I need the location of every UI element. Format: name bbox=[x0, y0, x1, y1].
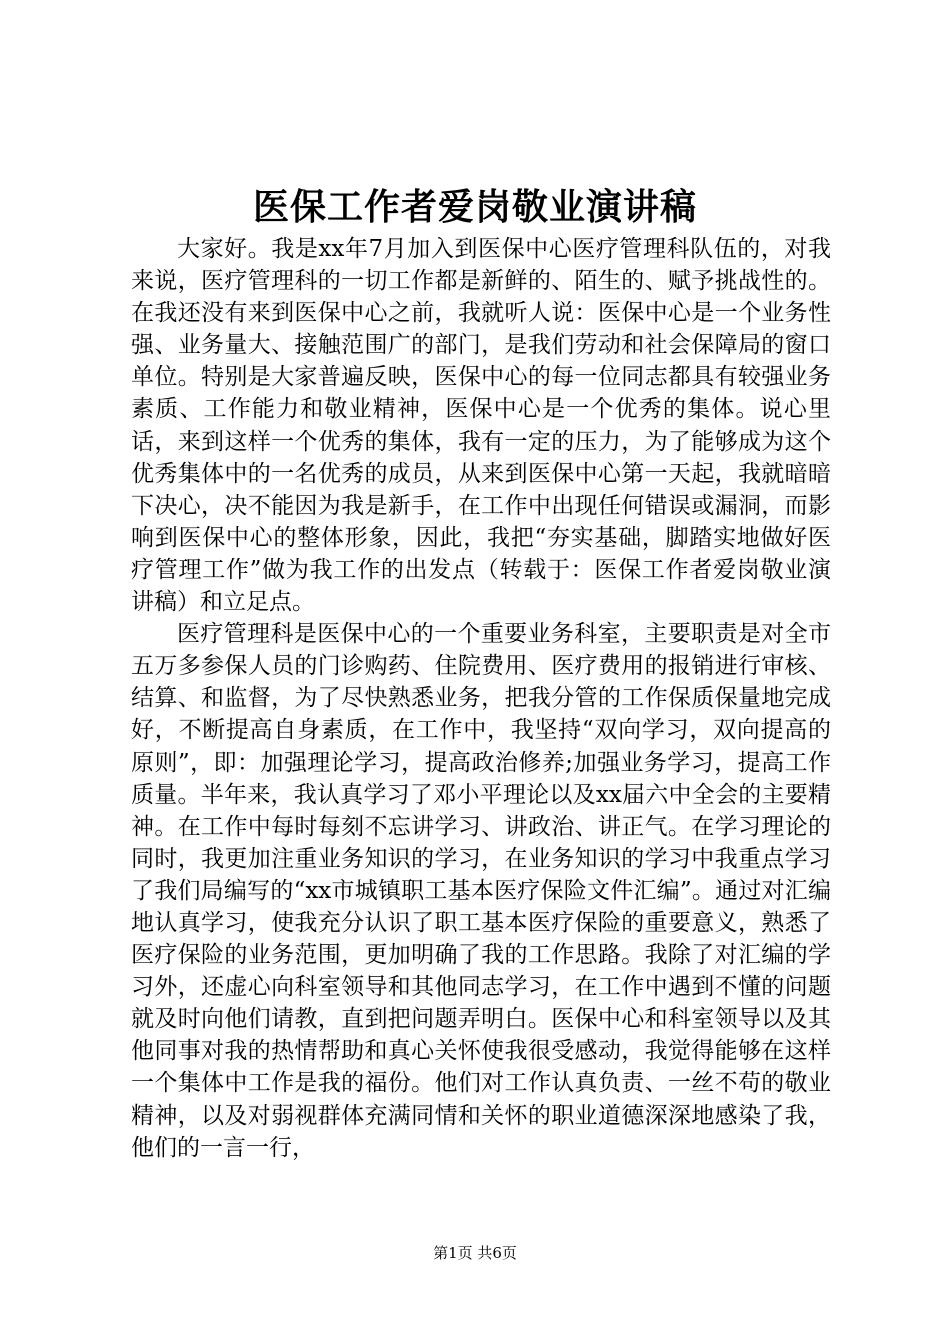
page-number-footer: 第1页 共6页 bbox=[433, 1244, 517, 1262]
document-title: 医保工作者爱岗敬业演讲稿 bbox=[252, 186, 697, 228]
body-paragraph-2: 医疗管理科是医保中心的一个重要业务科室，主要职责是对全市五万多参保人员的门诊购药、住院费用、医疗费用的报销进行审核、结算、和监督，为了尽快熟悉业务，把我分管的工作保质保量地完成好，不断提高自身素质，在工作中，我坚持“双向学习，双向提高的原则”，即：加强理论学习，提高政治修养;加强业务学习，提高工作质量。半年来，我认真学习了邓小平理论以及xx届六中全会的主要精神。在工作中每时每刻不忘讲学习、讲政治、讲正气。在学习理论的同时，我更加注重业务知识的学习，在业务知识的学习中我重点学习了我们局编写的“xx市城镇职工基本医疗保险文件汇编”。通过对汇编地认真学习，使我充分认识了职工基本医疗保险的重要意义，熟悉了医疗保险的业务范围，更加明确了我的工作思路。我除了对汇编的学习外，还虚心向科室领导和其他同志学习，在工作中遇到不懂的问题就及时向他们请教，直到把问题弄明白。医保中心和科室领导以及其他同事对我的热情帮助和真心关怀使我很受感动，我觉得能够在这样一个集体中工作是我的福份。他们对工作认真负责、一丝不苟的敬业精神，以及对弱视群体充满同情和关怀的职业道德深深地感染了我，他们的一言一行， bbox=[131, 621, 831, 1161]
body-paragraph-1: 大家好。我是xx年7月加入到医保中心医疗管理科队伍的，对我来说，医疗管理科的一切工作都是新鲜的、陌生的、赋予挑战性的。在我还没有来到医保中心之前，我就听人说：医保中心是一个业务性强、业务量大、接触范围广的部门，是我们劳动和社会保障局的窗口单位。特别是大家普遍反映，医保中心的每一位同志都具有较强业务素质、工作能力和敬业精神，医保中心是一个优秀的集体。说心里话，来到这样一个优秀的集体，我有一定的压力，为了能够成为这个优秀集体中的一名优秀的成员，从来到医保中心第一天起，我就暗暗下决心，决不能因为我是新手，在工作中出现任何错误或漏洞，而影响到医保中心的整体形象，因此，我把“夯实基础，脚踏实地做好医疗管理工作”做为我工作的出发点（转载于：医保工作者爱岗敬业演讲稿）和立足点。 bbox=[131, 236, 831, 616]
document-body bbox=[131, 233, 831, 1164]
